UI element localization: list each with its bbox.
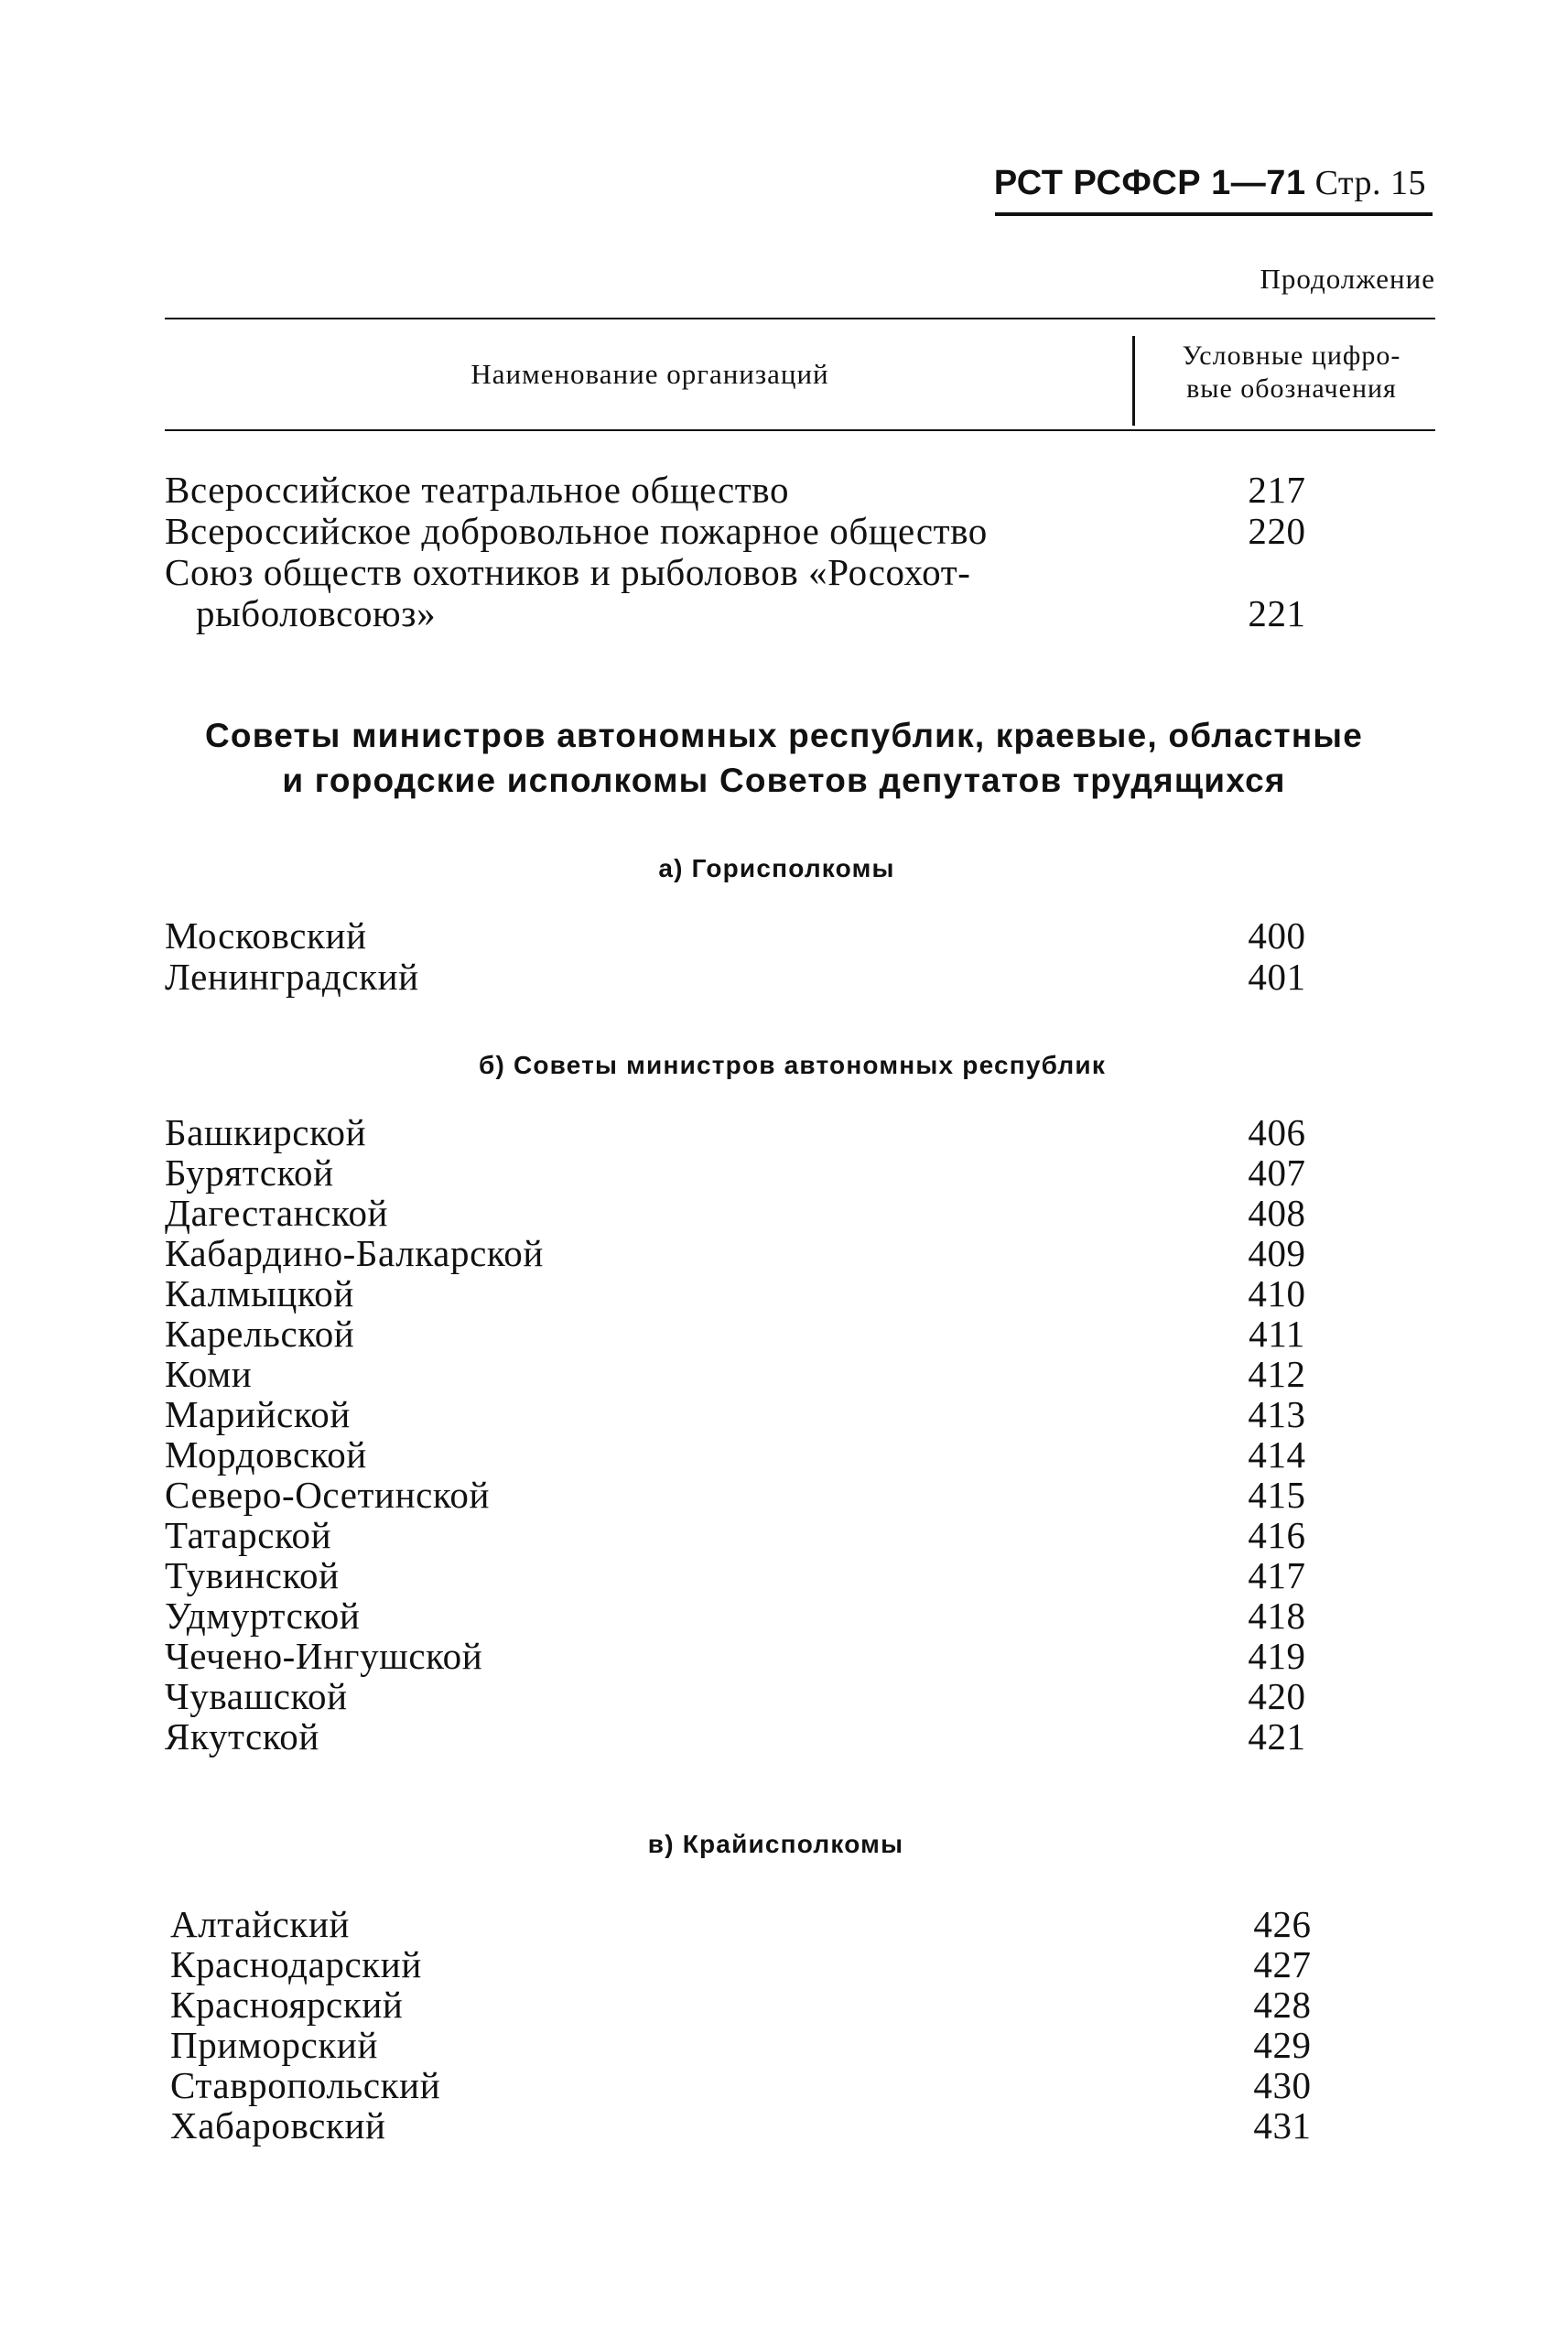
org-code: 413 [1248,1393,1306,1435]
org-name: Мордовской [165,1433,367,1476]
continuation-label: Продолжение [1260,263,1435,295]
subsection-title: в) Крайисполкомы [647,1830,904,1858]
org-name: Хабаровский [170,2104,386,2147]
org-name: Приморский [170,2024,378,2066]
subsection-title: а) Горисполкомы [658,854,895,882]
org-name: Чувашской [165,1675,348,1717]
org-name: Северо-Осетинской [165,1474,490,1516]
org-name: Алтайский [170,1903,351,1945]
org-code: 427 [1253,1943,1312,1985]
org-code: 410 [1248,1272,1306,1314]
org-code: 419 [1248,1635,1306,1677]
org-code: 417 [1248,1554,1306,1596]
org-name: Марийской [165,1393,351,1435]
column-header-code-line2: вые обозначения [1186,373,1397,404]
org-name: Тувинской [165,1554,340,1596]
org-code: 420 [1248,1675,1306,1717]
org-code: 409 [1248,1232,1306,1274]
column-header-code-line1: Условные цифро- [1182,341,1401,371]
org-name: Татарской [165,1514,332,1556]
org-code: 407 [1248,1152,1306,1194]
org-name: Кабардино-Балкарской [165,1232,544,1274]
org-name: Ставропольский [170,2064,441,2106]
org-name: Башкирской [165,1111,367,1153]
header-rule [995,212,1433,216]
org-code: 220 [1248,510,1306,552]
org-code: 428 [1253,1984,1312,2026]
org-name: Калмыцкой [165,1272,354,1314]
org-code: 415 [1248,1474,1306,1516]
column-divider [1132,336,1135,426]
section-heading-line1: Советы министров автономных республик, краевые, областные [205,717,1363,754]
org-code: 431 [1253,2104,1312,2147]
org-name: Всероссийское театральное общество [165,469,790,511]
org-code: 416 [1248,1514,1306,1556]
subsection-title: б) Советы министров автономных республик [478,1051,1107,1079]
org-code: 411 [1249,1313,1305,1355]
org-name: Удмуртской [165,1595,361,1637]
org-code: 421 [1248,1715,1306,1757]
org-code: 412 [1248,1353,1306,1395]
column-header-name: Наименование организаций [470,358,829,390]
org-code: 406 [1248,1111,1306,1153]
org-code: 429 [1253,2024,1312,2066]
org-name: Всероссийское добровольное пожарное общество [165,510,988,552]
org-code: 418 [1248,1595,1306,1637]
org-name: Бурятской [165,1152,334,1194]
org-name: Карельской [165,1313,355,1355]
org-code: 400 [1248,914,1306,957]
org-name: Ленинградский [165,956,419,998]
org-name: Коми [165,1353,253,1395]
running-head [989,163,1426,203]
org-code: 408 [1248,1192,1306,1234]
org-name: Московский [165,914,367,957]
org-name: Чечено-Ингушской [165,1635,483,1677]
column-header-code [1148,340,1435,406]
org-code: 426 [1253,1903,1312,1945]
org-name-line2: рыболовсоюз» [196,592,437,634]
org-code: 217 [1248,469,1306,511]
table-header [165,318,1435,431]
org-code: 414 [1248,1433,1306,1476]
org-code: 221 [1248,592,1306,634]
org-name: Якутской [165,1715,319,1757]
org-code: 430 [1253,2064,1312,2106]
org-code: 401 [1248,956,1306,998]
page-number: Стр. 15 [1314,164,1426,202]
org-name: Дагестанской [165,1192,389,1234]
standard-number: РСТ РСФСР 1—71 [993,164,1306,202]
org-name: Красноярский [170,1984,404,2026]
org-name-line1: Союз обществ охотников и рыболовов «Росохот- [165,551,971,593]
section-heading-line2: и городские исполкомы Советов депутатов трудящихся [282,762,1286,799]
org-name: Краснодарский [170,1943,422,1985]
